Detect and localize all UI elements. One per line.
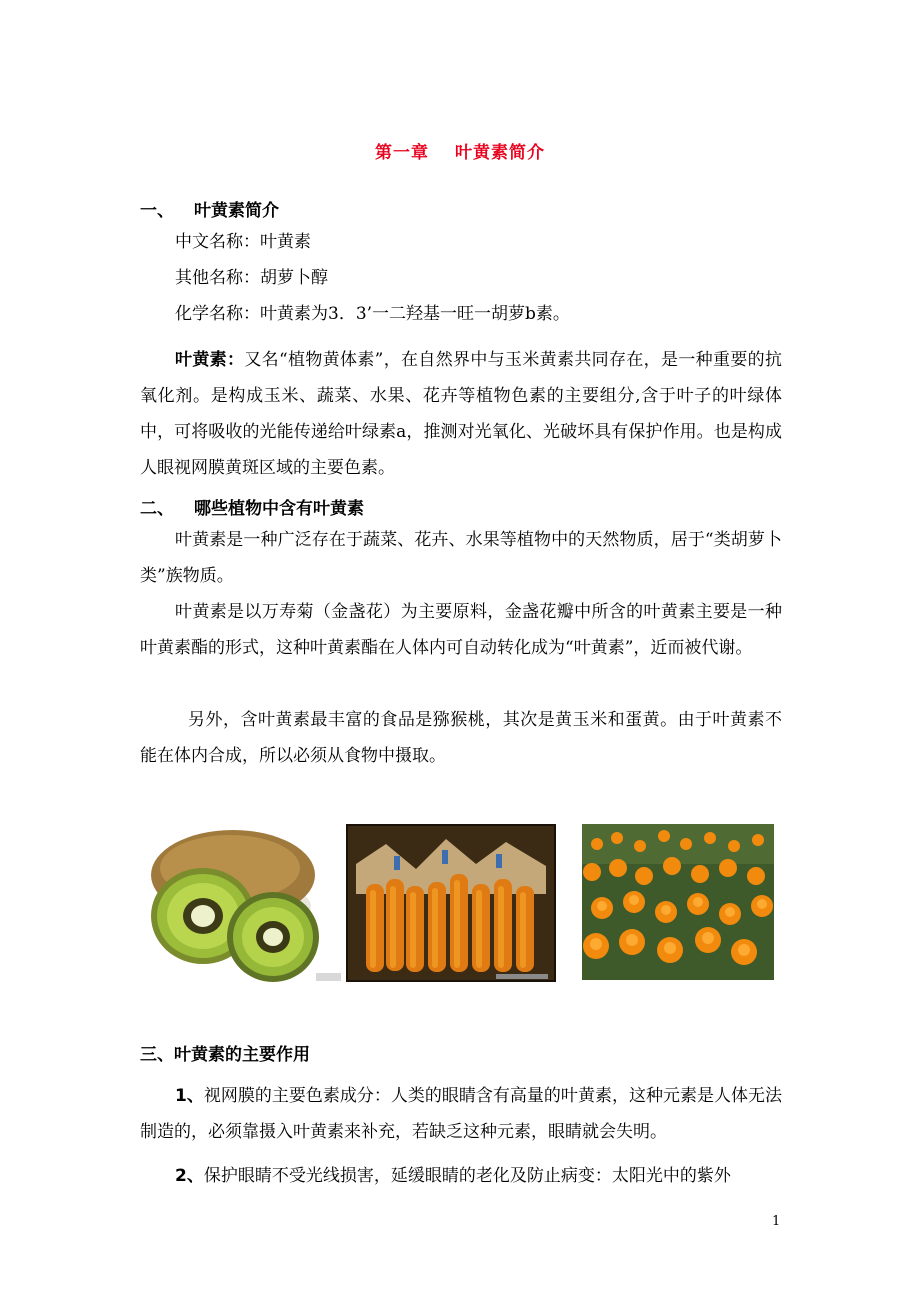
section1-title: 叶黄素简介	[194, 201, 279, 221]
section2-heading	[140, 494, 364, 519]
section2-title: 哪些植物中含有叶黄素	[194, 499, 364, 519]
section2-paragraph-1: 叶黄素是一种广泛存在于蔬菜、花卉、水果等植物中的天然物质，居于“类胡萝卜类”族物质。	[140, 530, 782, 586]
section3-item-1-number: 1、	[175, 1086, 204, 1106]
section3-item-2	[140, 1158, 782, 1194]
chapter-name: 叶黄素简介	[455, 143, 545, 163]
marigold-image	[582, 824, 774, 980]
lutein-definition-text: 又名“植物黄体素”，在自然界中与玉米黄素共同存在，是一种重要的抗氧化剂。是构成玉米、蔬菜、水果、花卉等植物色素的主要组分,含于叶子的叶绿体中，可将吸收的光能传递给叶绿素a，推测对光氧化、光破坏具有保护作用。也是构成人眼视网膜黄斑区域的主要色素。	[140, 350, 782, 478]
section3-item-1	[140, 1078, 782, 1150]
chemical-name-line: 化学名称：叶黄素为3．3’一二羟基一旺一胡萝b素。	[175, 304, 570, 324]
other-name-line: 其他名称：胡萝卜醇	[175, 268, 328, 288]
chapter-number: 第一章	[375, 143, 429, 163]
section3-item-2-number: 2、	[175, 1166, 204, 1186]
section3-item-1-text: 视网膜的主要色素成分：人类的眼睛含有高量的叶黄素，这种元素是人体无法制造的，必须靠摄入叶黄素来补充，若缺乏这种元素，眼睛就会失明。	[140, 1086, 782, 1142]
page-number: 1	[772, 1214, 781, 1229]
section1-heading	[140, 196, 279, 221]
section3-heading: 三、叶黄素的主要作用	[140, 1045, 310, 1065]
section2-paragraph-3: 另外，含叶黄素最丰富的食品是猕猴桃，其次是黄玉米和蛋黄。由于叶黄素不能在体内合成，所以必须从食物中摄取。	[140, 710, 782, 766]
lutein-term: 叶黄素：	[175, 350, 245, 370]
section2-paragraph-2: 叶黄素是以万寿菊（金盏花）为主要原料，金盏花瓣中所含的叶黄素主要是一种叶黄素酯的形式，这种叶黄素酯在人体内可自动转化成为“叶黄素”，近而被代谢。	[140, 602, 782, 658]
section3-item-2-text: 保护眼睛不受光线损害，延缓眼睛的老化及防止病变：太阳光中的紫外	[203, 1166, 731, 1186]
section1-number: 一、	[140, 201, 174, 221]
kiwi-image	[138, 820, 344, 985]
section2-number: 二、	[140, 499, 174, 519]
corn-image	[346, 824, 556, 982]
chinese-name-line: 中文名称：叶黄素	[175, 232, 311, 252]
lutein-definition	[140, 342, 782, 486]
image-row	[138, 820, 778, 985]
chapter-title	[0, 138, 920, 163]
